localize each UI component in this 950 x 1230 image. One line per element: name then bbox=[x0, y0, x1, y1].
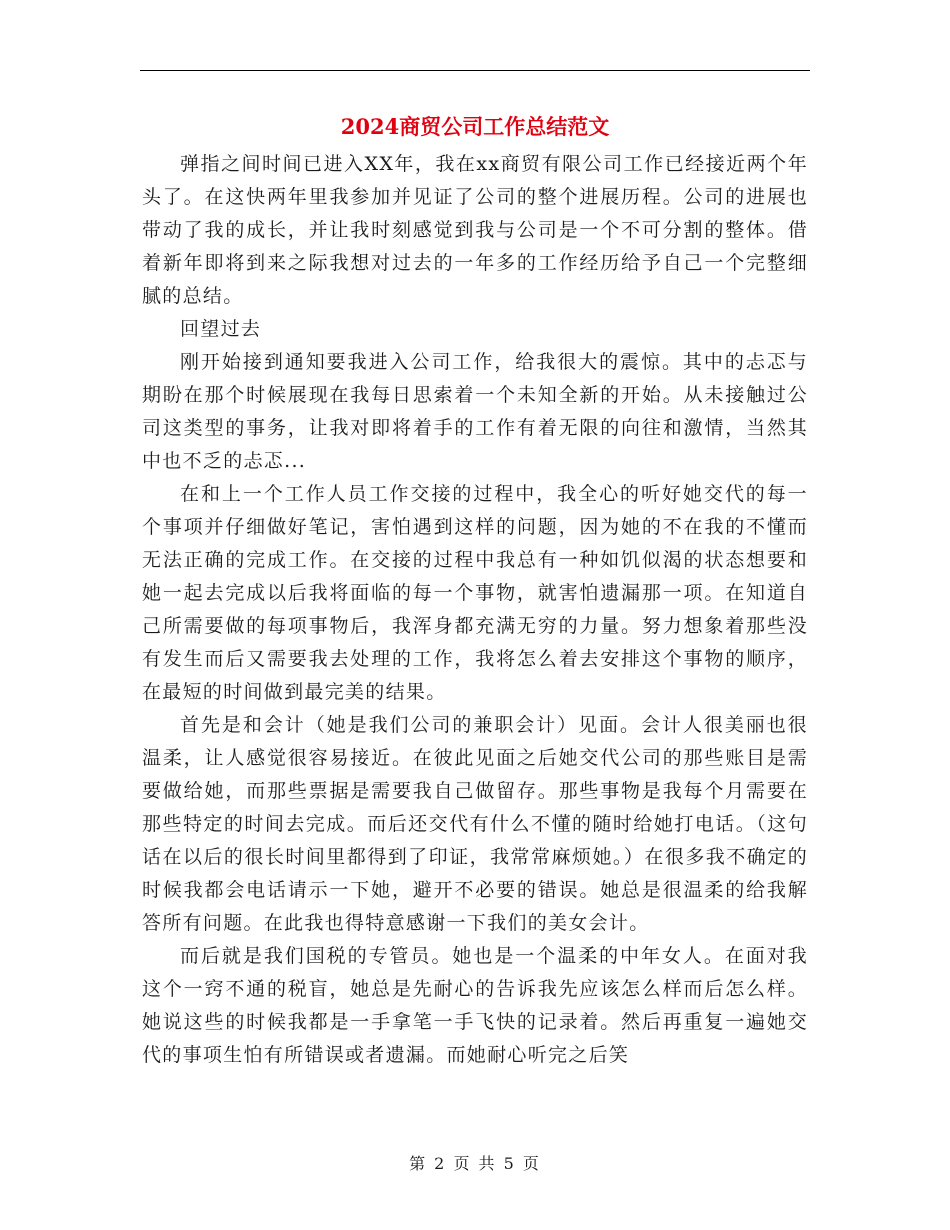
header-rule bbox=[140, 70, 810, 71]
paragraph-tax-officer: 而后就是我们国税的专管员。她也是一个温柔的中年女人。在面对我这个一窍不通的税盲，她总是先耐心的告诉我先应该怎么样而后怎么样。她说这些的时候我都是一手拿笔一手飞快的记录着。然后再重复一遍她交代的事项生怕有所错误或者遗漏。而她耐心听完之后笑 bbox=[142, 945, 808, 1066]
paragraph-intro: 弹指之间时间已进入XX年，我在xx商贸有限公司工作已经接近两个年头了。在这快两年里我参加并见证了公司的整个进展历程。公司的进展也带动了我的成长，并让我时刻感觉到我与公司是一个不可分割的整体。借着新年即将到来之际我想对过去的一年多的工作经历给予自己一个完整细腻的总结。 bbox=[142, 153, 808, 307]
section-heading-look-back: 回望过去 bbox=[180, 318, 262, 340]
paragraph-joining: 刚开始接到通知要我进入公司工作，给我很大的震惊。其中的忐忑与期盼在那个时候展现在我每日思索着一个未知全新的开始。从未接触过公司这类型的事务，让我对即将着手的工作有着无限的向往和激情，当然其中也不乏的忐忑... bbox=[142, 351, 808, 472]
page-number: 第 2 页 共 5 页 bbox=[409, 1154, 541, 1173]
paragraph-handover: 在和上一个工作人员工作交接的过程中，我全心的听好她交代的每一个事项并仔细做好笔记，害怕遇到这样的问题，因为她的不在我的不懂而无法正确的完成工作。在交接的过程中我总有一种如饥似渴的状态想要和她一起去完成以后我将面临的每一个事物，就害怕遗漏那一项。在知道自己所需要做的每项事物后，我浑身都充满无穷的力量。努力想象着那些没有发生而后又需要我去处理的工作，我将怎么着去安排这个事物的顺序，在最短的时间做到最完美的结果。 bbox=[142, 483, 808, 703]
document-title: 2024商贸公司工作总结范文 bbox=[340, 114, 610, 139]
paragraph-accountant: 首先是和会计（她是我们公司的兼职会计）见面。会计人很美丽也很温柔，让人感觉很容易接近。在彼此见面之后她交代公司的那些账目是需要做给她，而那些票据是需要我自己做留存。那些事物是我每个月需要在那些特定的时间去完成。而后还交代有什么不懂的随时给她打电话。（这句话在以后的很长时间里都得到了印证，我常常麻烦她。）在很多我不确定的时候我都会电话请示一下她，避开不必要的错误。她总是很温柔的给我解答所有问题。在此我也得特意感谢一下我们的美女会计。 bbox=[142, 714, 808, 934]
document-body bbox=[142, 148, 808, 1072]
